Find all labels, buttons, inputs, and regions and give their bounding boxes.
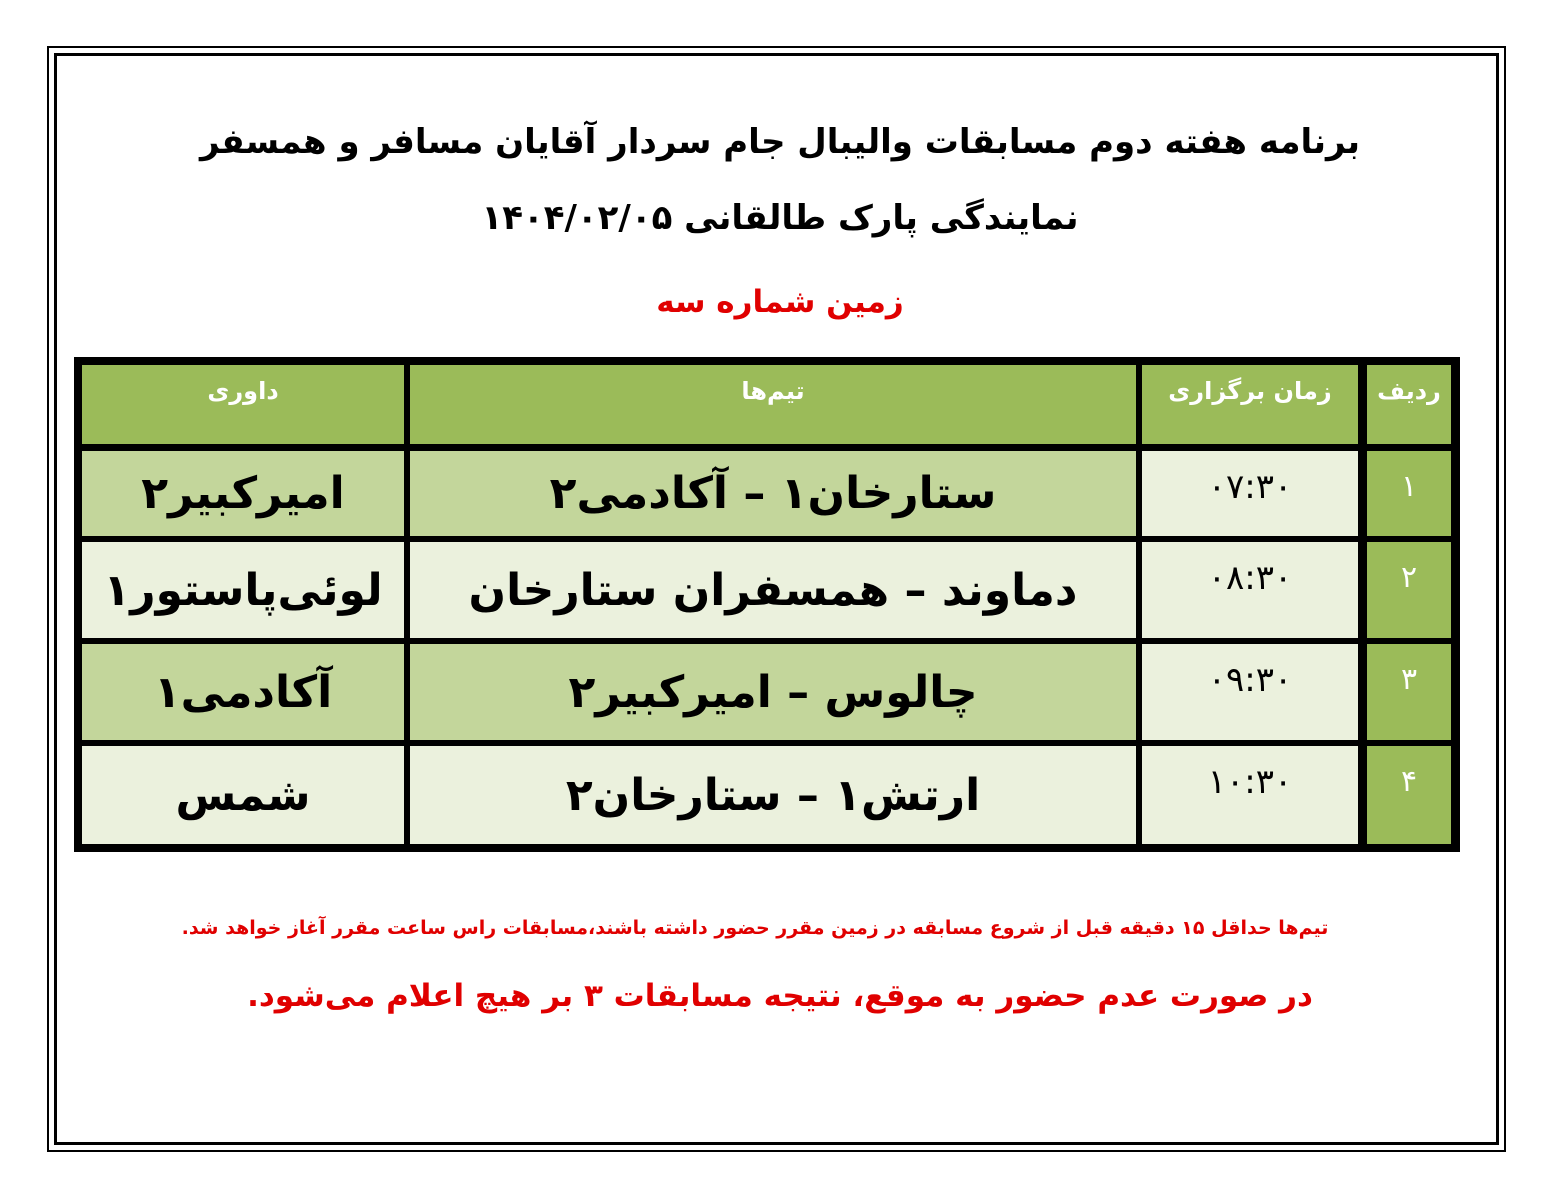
match-referee-4: شمس <box>82 746 404 844</box>
match-time-4: ۱۰:۳۰ <box>1142 746 1358 844</box>
match-time-1: ۰۷:۳۰ <box>1142 451 1358 536</box>
match-time-2: ۰۸:۳۰ <box>1142 542 1358 638</box>
row-number-1: ۱ <box>1367 451 1451 536</box>
court-title: زمین شماره سه <box>656 284 904 320</box>
location-date-title: نمایندگی پارک طالقانی ۱۴۰۴/۰۲/۰۵ <box>481 198 1079 238</box>
row-number-3: ۳ <box>1367 644 1451 740</box>
match-time-3: ۰۹:۳۰ <box>1142 644 1358 740</box>
header-teams: تیم‌ها <box>410 365 1136 444</box>
match-referee-3: آکادمی۱ <box>82 644 404 740</box>
row-number-4: ۴ <box>1367 746 1451 844</box>
header-time: زمان برگزاری <box>1142 365 1358 444</box>
schedule-table <box>74 357 1460 852</box>
row-number-2: ۲ <box>1367 542 1451 638</box>
attendance-note: تیم‌ها حداقل ۱۵ دقیقه قبل از شروع مسابقه در زمین مقرر حضور داشته باشند،مسابقات راس ساعت مقرر آغاز خواهد شد. <box>181 917 1329 939</box>
match-teams-4: ارتش۱ – ستارخان۲ <box>410 746 1136 844</box>
match-teams-3: چالوس – امیرکبیر۲ <box>410 644 1136 740</box>
match-teams-2: دماوند – همسفران ستارخان <box>410 542 1136 638</box>
match-referee-1: امیرکبیر۲ <box>82 451 404 536</box>
match-referee-2: لوئی‌پاستور۱ <box>82 542 404 638</box>
header-row-number: ردیف <box>1367 365 1451 444</box>
header-referee: داوری <box>82 365 404 444</box>
forfeit-note: در صورت عدم حضور به موقع، نتیجه مسابقات ۳ بر هیچ اعلام می‌شود. <box>247 978 1313 1014</box>
schedule-title: برنامه هفته دوم مسابقات والیبال جام سردار آقایان مسافر و همسفر <box>200 122 1360 162</box>
match-teams-1: ستارخان۱ – آکادمی۲ <box>410 451 1136 536</box>
